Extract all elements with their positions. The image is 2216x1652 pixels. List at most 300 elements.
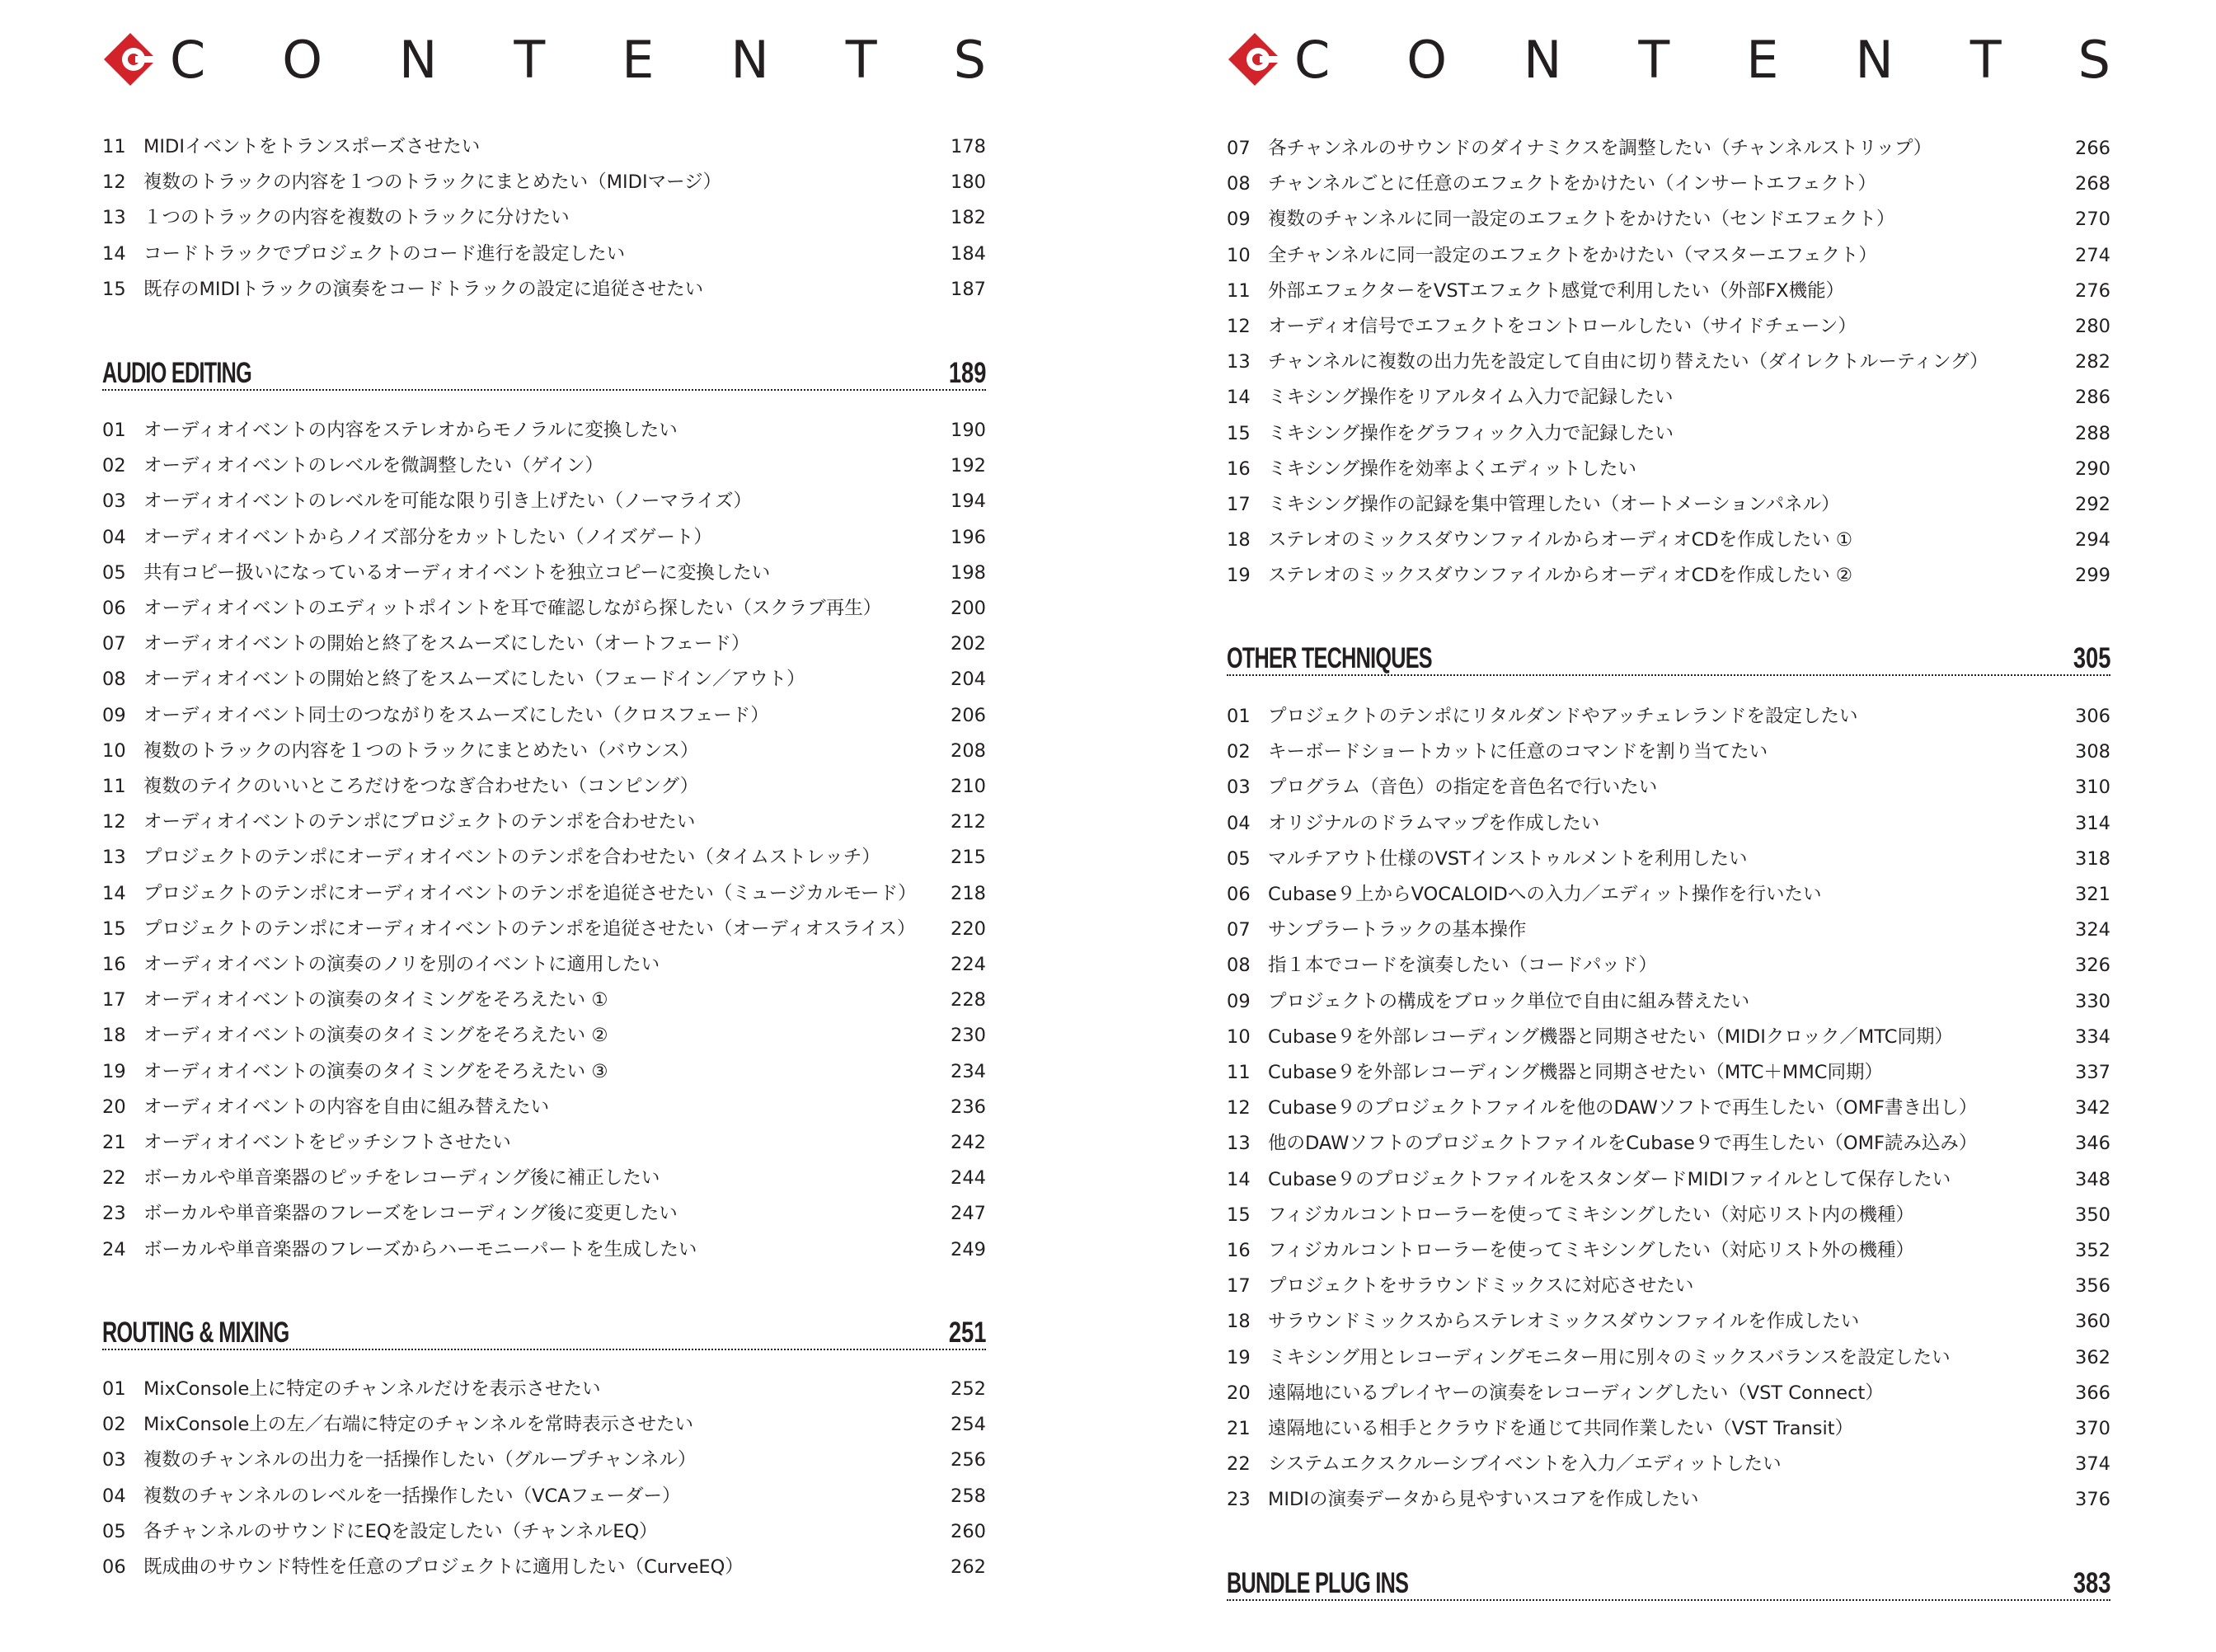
toc-entry[interactable] — [1227, 807, 2110, 840]
entry-number: 07 — [1227, 919, 1251, 941]
entry-number: 10 — [102, 739, 126, 762]
entry-title: オーディオイベントの演奏のノリを別のイベントに適用したい — [143, 954, 660, 975]
toc-entry[interactable] — [102, 1091, 986, 1124]
entry-number: 17 — [1227, 494, 1251, 515]
toc-entry[interactable] — [1227, 700, 2110, 733]
entry-page: 198 — [951, 561, 986, 584]
entry-page: 321 — [2075, 884, 2110, 905]
title-letter: O — [282, 30, 323, 90]
entry-title: オーディオイベントのレベルを微調整したい（ゲイン） — [143, 455, 604, 477]
entry-number: 20 — [1227, 1382, 1251, 1404]
toc-entry[interactable] — [102, 201, 986, 234]
entry-title: Cubase９のプロジェクトファイルをスタンダードMIDIファイルとして保存したい — [1268, 1168, 1951, 1190]
entry-title: ボーカルや単音楽器のフレーズをレコーディング後に変更したい — [143, 1203, 678, 1225]
toc-entry[interactable] — [102, 699, 986, 732]
entry-page: 348 — [2075, 1168, 2110, 1190]
toc-entry[interactable] — [1227, 417, 2110, 450]
toc-entry[interactable] — [1227, 878, 2110, 911]
contents-header — [1227, 30, 2110, 91]
entry-title: 既成曲のサウンド特性を任意のプロジェクトに適用したい（CurveEQ） — [143, 1556, 744, 1578]
entry-title: 複数のチャンネルの出力を一括操作したい（グループチャンネル） — [143, 1449, 697, 1471]
entry-number: 13 — [102, 847, 126, 869]
entry-page: 350 — [2075, 1204, 2110, 1226]
title-letter: C — [170, 30, 206, 90]
toc-entry[interactable] — [1227, 1270, 2110, 1302]
section-heading[interactable] — [1227, 1560, 2110, 1601]
entry-number: 13 — [1227, 1133, 1251, 1155]
toc-entry[interactable] — [1227, 453, 2110, 486]
section-heading[interactable] — [102, 350, 986, 391]
entry-title: Cubase９のプロジェクトファイルを他のDAWソフトで再生したい（OMF書き出し） — [1268, 1097, 1978, 1119]
toc-entry[interactable] — [102, 1373, 986, 1406]
toc-entry[interactable] — [1227, 167, 2110, 200]
toc-entry[interactable] — [102, 130, 986, 163]
entry-title: オーディオイベントの演奏のタイミングをそろえたい ② — [143, 1025, 608, 1047]
entry-number: 19 — [1227, 1346, 1251, 1368]
entry-number: 08 — [102, 669, 126, 691]
toc-entry[interactable] — [1227, 1091, 2110, 1124]
entry-title: プロジェクトのテンポにオーディオイベントのテンポを追従させたい（オーディオスライス） — [143, 918, 916, 940]
toc-entry[interactable] — [102, 913, 986, 946]
toc-entry[interactable] — [102, 166, 986, 199]
entry-page: 254 — [951, 1414, 986, 1436]
title-letter: N — [1524, 30, 1562, 90]
contents-header — [102, 30, 986, 91]
toc-entry[interactable] — [102, 1055, 986, 1088]
entry-title: オーディオイベント同士のつながりをスムーズにしたい（クロスフェード） — [143, 704, 769, 726]
toc-entry[interactable] — [1227, 132, 2110, 165]
toc-entry[interactable] — [102, 414, 986, 447]
entry-number: 21 — [102, 1132, 126, 1153]
title-letter: T — [1970, 30, 2002, 90]
toc-entry[interactable] — [1227, 985, 2110, 1018]
entry-number: 09 — [1227, 209, 1251, 231]
title-letter: E — [1746, 30, 1779, 90]
toc-entry[interactable] — [102, 877, 986, 910]
title-letter: T — [845, 30, 877, 90]
entry-page: 190 — [951, 420, 986, 441]
entry-title: 共有コピー扱いになっているオーディオイベントを独立コピーに変換したい — [143, 561, 771, 584]
entry-number: 02 — [102, 455, 126, 477]
entry-number: 12 — [102, 811, 126, 833]
toc-entry[interactable] — [102, 805, 986, 838]
entry-title: 複数のチャンネルのレベルを一括操作したい（VCAフェーダー） — [143, 1485, 681, 1507]
entry-number: 23 — [102, 1203, 126, 1225]
entry-number: 23 — [1227, 1489, 1251, 1511]
entry-page: 230 — [951, 1025, 986, 1047]
entry-number: 15 — [102, 918, 126, 940]
entry-page: 356 — [2075, 1275, 2110, 1298]
entry-page: 180 — [951, 171, 986, 194]
toc-entry[interactable] — [102, 1551, 986, 1584]
title-letter: N — [730, 30, 769, 90]
entry-title: Cubase９を外部レコーディング機器と同期させたい（MTC＋MMC同期） — [1268, 1062, 1883, 1083]
entry-title: オーディオ信号でエフェクトをコントロールしたい（サイドチェーン） — [1268, 316, 1857, 337]
entry-title: MIDIの演奏データから見やすいスコアを作成したい — [1268, 1489, 1699, 1511]
toc-entry[interactable] — [1227, 1199, 2110, 1232]
entry-number: 19 — [1227, 565, 1251, 587]
entry-title: フィジカルコントローラーを使ってミキシングしたい（対応リスト外の機種） — [1268, 1240, 1915, 1261]
entry-title: ステレオのミックスダウンファイルからオーディオCDを作成したい ① — [1268, 529, 1853, 551]
toc-entry[interactable] — [102, 1480, 986, 1513]
entry-number: 14 — [1227, 1168, 1251, 1190]
entry-page: 236 — [951, 1096, 986, 1118]
entry-title: オーディオイベントの開始と終了をスムーズにしたい（フェードイン／アウト） — [143, 669, 805, 691]
entry-page: 286 — [2075, 387, 2110, 409]
entry-number: 04 — [102, 1485, 126, 1507]
toc-entry[interactable] — [1227, 1448, 2110, 1481]
entry-page: 290 — [2075, 458, 2110, 480]
entry-page: 276 — [2075, 279, 2110, 302]
entry-number: 19 — [102, 1060, 126, 1082]
entry-number: 17 — [102, 989, 126, 1011]
entry-number: 11 — [102, 776, 126, 797]
entry-title: ボーカルや単音楽器のフレーズからハーモニーパートを生成したい — [143, 1238, 697, 1260]
toc-entry[interactable] — [1227, 1412, 2110, 1445]
entry-title: プロジェクトをサラウンドミックスに対応させたい — [1268, 1275, 1694, 1298]
entry-number: 18 — [1227, 529, 1251, 551]
title-letter: S — [2078, 30, 2110, 90]
section-page: 305 — [2073, 642, 2110, 674]
toc-entry[interactable] — [102, 237, 986, 270]
section-name: AUDIO EDITING — [102, 357, 252, 389]
entry-page: 200 — [951, 598, 986, 619]
entry-number: 07 — [1227, 138, 1251, 159]
toc-entry[interactable] — [102, 592, 986, 625]
toc-entry[interactable] — [1227, 1021, 2110, 1054]
entry-number: 14 — [1227, 387, 1251, 409]
entry-title: ミキシング用とレコーディングモニター用に別々のミックスバランスを設定したい — [1268, 1346, 1951, 1368]
entry-number: 13 — [1227, 351, 1251, 373]
entry-title: 既存のMIDIトラックの演奏をコードトラックの設定に追従させたい — [143, 278, 704, 300]
toc-entry[interactable] — [1227, 523, 2110, 556]
entry-page: 196 — [951, 526, 986, 548]
toc-entry[interactable] — [1227, 1305, 2110, 1338]
entry-title: 複数のトラックの内容を１つのトラックにまとめたい（バウンス） — [143, 739, 699, 762]
entry-page: 282 — [2075, 351, 2110, 373]
entry-title: Cubase９上からVOCALOIDへの入力／エディット操作を行いたい — [1268, 884, 1822, 905]
entry-title: オーディオイベントからノイズ部分をカットしたい（ノイズゲート） — [143, 526, 712, 548]
entry-page: 194 — [951, 490, 986, 513]
section-name: BUNDLE PLUG INS — [1227, 1567, 1409, 1599]
entry-page: 308 — [2075, 741, 2110, 763]
toc-entry[interactable] — [102, 449, 986, 482]
entry-title: オーディオイベントの内容をステレオからモノラルに変換したい — [143, 420, 678, 441]
toc-entry[interactable] — [1227, 1234, 2110, 1267]
entry-page: 370 — [2075, 1418, 2110, 1439]
right-page — [1227, 0, 2110, 1652]
entry-title: キーボードショートカットに任意のコマンドを割り当てたい — [1268, 741, 1768, 763]
toc-entry[interactable] — [102, 983, 986, 1016]
entry-title: 全チャンネルに同一設定のエフェクトをかけたい（マスターエフェクト） — [1268, 244, 1877, 266]
entry-page: 256 — [951, 1449, 986, 1471]
entry-number: 02 — [102, 1414, 126, 1436]
entry-page: 252 — [951, 1378, 986, 1400]
entry-page: 326 — [2075, 955, 2110, 977]
entry-title: オーディオイベントのレベルを可能な限り引き上げたい（ノーマライズ） — [143, 490, 753, 513]
entry-number: 04 — [1227, 812, 1251, 834]
entry-page: 234 — [951, 1060, 986, 1082]
entry-page: 187 — [951, 278, 986, 300]
entry-number: 10 — [1227, 244, 1251, 266]
entry-page: 249 — [951, 1238, 986, 1260]
toc-entry[interactable] — [1227, 275, 2110, 307]
entry-page: 220 — [951, 918, 986, 940]
entry-number: 04 — [102, 526, 126, 548]
entry-title: プロジェクトのテンポにオーディオイベントのテンポを合わせたい（タイムストレッチ） — [143, 847, 880, 869]
entry-title: MIDIイベントをトランスポーズさせたい — [143, 136, 481, 157]
entry-number: 13 — [102, 207, 126, 229]
title-letter: N — [399, 30, 438, 90]
entry-number: 10 — [1227, 1025, 1251, 1048]
entry-title: 他のDAWソフトのプロジェクトファイルをCubase９で再生したい（OMF読み込み） — [1268, 1133, 1978, 1155]
entry-number: 05 — [102, 1520, 126, 1542]
toc-entry[interactable] — [1227, 1341, 2110, 1374]
toc-entry[interactable] — [102, 1162, 986, 1194]
section-page: 251 — [948, 1316, 986, 1349]
entry-page: 212 — [951, 811, 986, 833]
left-page — [102, 0, 986, 1652]
contents-title — [1294, 30, 2110, 91]
entry-page: 242 — [951, 1132, 986, 1153]
toc-entry[interactable] — [1227, 239, 2110, 272]
entry-title: 複数のトラックの内容を１つのトラックにまとめたい（MIDIマージ） — [143, 171, 722, 194]
entry-title: ボーカルや単音楽器のピッチをレコーディング後に補正したい — [143, 1167, 660, 1190]
toc-entry[interactable] — [1227, 381, 2110, 414]
entry-title: １つのトラックの内容を複数のトラックに分けたい — [143, 207, 570, 229]
entry-page: 215 — [951, 847, 986, 869]
toc-entry[interactable] — [102, 521, 986, 554]
entry-number: 11 — [1227, 1062, 1251, 1083]
entry-page: 224 — [951, 954, 986, 975]
toc-entry[interactable] — [102, 1126, 986, 1159]
entry-number: 03 — [102, 1449, 126, 1471]
entry-page: 270 — [2075, 209, 2110, 231]
entry-title: ミキシング操作をリアルタイム入力で記録したい — [1268, 387, 1674, 409]
entry-title: プログラム（音色）の指定を音色名で行いたい — [1268, 777, 1658, 799]
entry-number: 17 — [1227, 1275, 1251, 1298]
entry-title: オーディオイベントの演奏のタイミングをそろえたい ① — [143, 989, 608, 1011]
entry-number: 09 — [1227, 990, 1251, 1012]
entry-page: 192 — [951, 455, 986, 477]
entry-page: 352 — [2075, 1240, 2110, 1261]
cubase-logo-icon — [1227, 31, 1283, 87]
entry-number: 08 — [1227, 173, 1251, 195]
cubase-logo-icon — [102, 31, 158, 87]
entry-number: 06 — [1227, 884, 1251, 905]
toc-entry[interactable] — [1227, 488, 2110, 521]
toc-entry[interactable] — [1227, 203, 2110, 236]
entry-number: 01 — [102, 420, 126, 441]
entry-title: プロジェクトのテンポにオーディオイベントのテンポを追従させたい（ミュージカルモード） — [143, 882, 917, 904]
entry-title: チャンネルに複数の出力先を設定して自由に切り替えたい（ダイレクトルーティング） — [1268, 351, 1988, 373]
entry-title: プロジェクトの構成をブロック単位で自由に組み替えたい — [1268, 990, 1750, 1012]
entry-page: 258 — [951, 1485, 986, 1507]
entry-page: 208 — [951, 739, 986, 762]
entry-title: オリジナルのドラムマップを作成したい — [1268, 812, 1600, 834]
toc-entry[interactable] — [102, 1443, 986, 1476]
entry-number: 21 — [1227, 1418, 1251, 1439]
entry-page: 330 — [2075, 990, 2110, 1012]
toc-entry[interactable] — [1227, 1483, 2110, 1516]
entry-number: 22 — [1227, 1453, 1251, 1476]
entry-title: 各チャンネルのサウンドのダイナミクスを調整したい（チャンネルストリップ） — [1268, 138, 1932, 159]
entry-title: チャンネルごとに任意のエフェクトをかけたい（インサートエフェクト） — [1268, 173, 1877, 195]
entry-number: 06 — [102, 1556, 126, 1578]
toc-entry[interactable] — [1227, 842, 2110, 875]
entry-title: システムエクスクルーシブイベントを入力／エディットしたい — [1268, 1453, 1782, 1476]
entry-page: 262 — [951, 1556, 986, 1578]
entry-title: 指１本でコードを演奏したい（コードパッド） — [1268, 955, 1658, 977]
entry-page: 260 — [951, 1520, 986, 1542]
title-letter: O — [1406, 30, 1448, 90]
entry-title: ミキシング操作をグラフィック入力で記録したい — [1268, 422, 1674, 444]
entry-number: 02 — [1227, 741, 1251, 763]
entry-number: 16 — [102, 954, 126, 975]
entry-title: オーディオイベントの演奏のタイミングをそろえたい ③ — [143, 1060, 608, 1082]
toc-entry[interactable] — [102, 1019, 986, 1052]
toc-entry[interactable] — [102, 1197, 986, 1230]
title-letter: T — [514, 30, 546, 90]
toc-entry[interactable] — [102, 841, 986, 874]
toc-entry[interactable] — [102, 770, 986, 803]
entry-page: 280 — [2075, 316, 2110, 337]
entry-number: 01 — [102, 1378, 126, 1400]
toc-entry[interactable] — [102, 627, 986, 660]
toc-entry[interactable] — [102, 485, 986, 518]
entry-page: 374 — [2075, 1453, 2110, 1476]
entry-number: 12 — [1227, 316, 1251, 337]
entry-page: 184 — [951, 242, 986, 265]
toc-entry[interactable] — [102, 1233, 986, 1266]
entry-number: 18 — [102, 1025, 126, 1047]
entry-number: 07 — [102, 633, 126, 655]
toc-entry[interactable] — [1227, 1056, 2110, 1089]
toc-entry[interactable] — [1227, 559, 2110, 592]
entry-page: 334 — [2075, 1025, 2110, 1048]
toc-entry[interactable] — [1227, 345, 2110, 378]
entry-page: 294 — [2075, 529, 2110, 551]
section-name: ROUTING & MIXING — [102, 1316, 289, 1349]
entry-page: 266 — [2075, 138, 2110, 159]
entry-title: 遠隔地にいる相手とクラウドを通じて共同作業したい（VST Transit） — [1268, 1418, 1854, 1439]
title-letter: N — [1855, 30, 1894, 90]
entry-title: サンプラートラックの基本操作 — [1268, 919, 1527, 941]
entry-number: 11 — [102, 136, 126, 157]
entry-page: 324 — [2075, 919, 2110, 941]
entry-number: 03 — [102, 490, 126, 513]
entry-title: フィジカルコントローラーを使ってミキシングしたい（対応リスト内の機種） — [1268, 1204, 1915, 1226]
toc-entry[interactable] — [1227, 913, 2110, 946]
title-letter: S — [953, 30, 986, 90]
toc-entry[interactable] — [102, 1515, 986, 1548]
entry-page: 244 — [951, 1167, 986, 1190]
entry-number: 15 — [102, 278, 126, 300]
entry-page: 299 — [2075, 565, 2110, 587]
toc-entry[interactable] — [1227, 771, 2110, 804]
toc-entry[interactable] — [102, 948, 986, 981]
entry-title: 複数のテイクのいいところだけをつなぎ合わせたい（コンピング） — [143, 776, 699, 797]
title-letter: T — [1638, 30, 1670, 90]
entry-title: MixConsole上の左／右端に特定のチャンネルを常時表示させたい — [143, 1414, 693, 1436]
entry-number: 05 — [102, 561, 126, 584]
toc-entry[interactable] — [102, 734, 986, 767]
entry-number: 08 — [1227, 955, 1251, 977]
toc-entry[interactable] — [1227, 735, 2110, 768]
entry-number: 11 — [1227, 279, 1251, 302]
entry-number: 20 — [102, 1096, 126, 1118]
entry-number: 18 — [1227, 1311, 1251, 1333]
title-letter: E — [622, 30, 655, 90]
toc-entry[interactable] — [1227, 310, 2110, 343]
entry-title: オーディオイベントのテンポにプロジェクトのテンポを合わせたい — [143, 811, 696, 833]
entry-title: 遠隔地にいるプレイヤーの演奏をレコーディングしたい（VST Connect） — [1268, 1382, 1884, 1404]
contents-title — [170, 30, 986, 91]
entry-number: 22 — [102, 1167, 126, 1190]
entry-title: 外部エフェクターをVSTエフェクト感覚で利用したい（外部FX機能） — [1268, 279, 1845, 302]
entry-title: コードトラックでプロジェクトのコード進行を設定したい — [143, 242, 626, 265]
entry-page: 247 — [951, 1203, 986, 1225]
entry-page: 346 — [2075, 1133, 2110, 1155]
entry-title: マルチアウト仕様のVSTインストゥルメントを利用したい — [1268, 847, 1748, 870]
entry-number: 24 — [102, 1238, 126, 1260]
entry-number: 06 — [102, 598, 126, 619]
title-letter: C — [1294, 30, 1331, 90]
entry-page: 362 — [2075, 1346, 2110, 1368]
entry-page: 288 — [2075, 422, 2110, 444]
toc-entry[interactable] — [102, 556, 986, 589]
entry-number: 12 — [1227, 1097, 1251, 1119]
entry-page: 337 — [2075, 1062, 2110, 1083]
entry-number: 03 — [1227, 777, 1251, 799]
section-heading[interactable] — [102, 1309, 986, 1350]
entry-page: 218 — [951, 882, 986, 904]
entry-page: 292 — [2075, 494, 2110, 515]
section-name: OTHER TECHNIQUES — [1227, 642, 1432, 674]
section-heading[interactable] — [1227, 635, 2110, 676]
entry-page: 366 — [2075, 1382, 2110, 1404]
entry-title: ミキシング操作を効率よくエディットしたい — [1268, 458, 1636, 480]
toc-entry[interactable] — [1227, 1127, 2110, 1160]
entry-title: Cubase９を外部レコーディング機器と同期させたい（MIDIクロック／MTC同期） — [1268, 1025, 1953, 1048]
entry-number: 14 — [102, 882, 126, 904]
toc-entry[interactable] — [1227, 1377, 2110, 1410]
entry-page: 342 — [2075, 1097, 2110, 1119]
entry-page: 206 — [951, 704, 986, 726]
entry-number: 14 — [102, 242, 126, 265]
entry-title: プロジェクトのテンポにリタルダンドやアッチェレランドを設定したい — [1268, 706, 1858, 727]
entry-page: 268 — [2075, 173, 2110, 195]
entry-page: 182 — [951, 207, 986, 229]
entry-number: 16 — [1227, 458, 1251, 480]
entry-title: MixConsole上に特定のチャンネルだけを表示させたい — [143, 1378, 601, 1400]
toc-entry[interactable] — [102, 663, 986, 696]
toc-entry[interactable] — [1227, 949, 2110, 982]
entry-title: 複数のチャンネルに同一設定のエフェクトをかけたい（センドエフェクト） — [1268, 209, 1895, 231]
entry-title: ミキシング操作の記録を集中管理したい（オートメーションパネル） — [1268, 494, 1840, 515]
toc-entry[interactable] — [102, 1408, 986, 1441]
entry-page: 274 — [2075, 244, 2110, 266]
entry-page: 314 — [2075, 812, 2110, 834]
entry-number: 15 — [1227, 1204, 1251, 1226]
entry-page: 376 — [2075, 1489, 2110, 1511]
entry-number: 01 — [1227, 706, 1251, 727]
entry-number: 05 — [1227, 847, 1251, 870]
toc-entry[interactable] — [102, 273, 986, 306]
entry-page: 202 — [951, 633, 986, 655]
toc-entry[interactable] — [1227, 1163, 2110, 1196]
entry-title: オーディオイベントをピッチシフトさせたい — [143, 1132, 511, 1153]
